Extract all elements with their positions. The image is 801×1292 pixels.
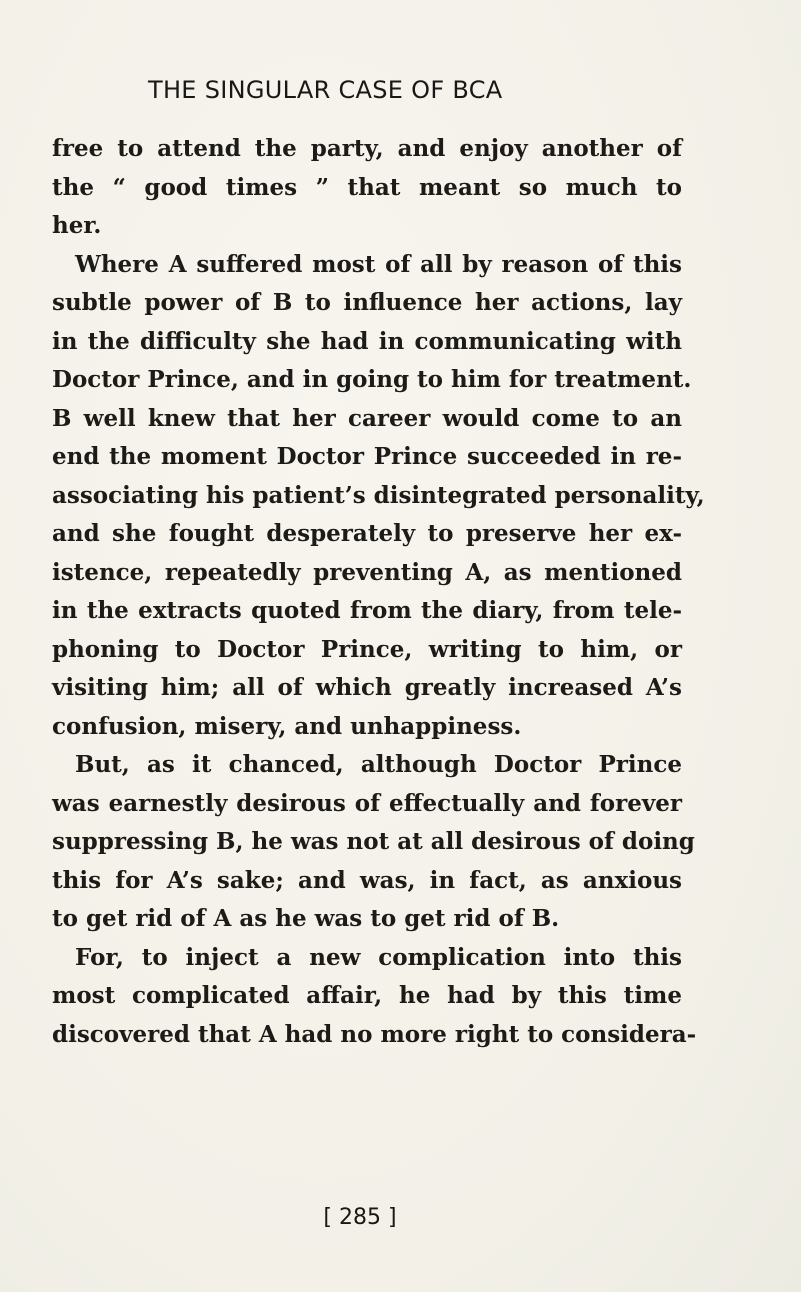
- text-line: free to attend the party, and enjoy another of: [52, 135, 682, 162]
- text-line: this for A’s sake; and was, in fact, as anxious: [52, 866, 682, 894]
- text-line: the “ good times ” that meant so much to: [52, 173, 682, 201]
- text-line: istence, repeatedly preventing A, as mentioned: [52, 558, 682, 586]
- page-number: [ 285 ]: [323, 1205, 397, 1230]
- text-line: B well knew that her career would come to an: [52, 404, 682, 432]
- body-text: [52, 130, 705, 1054]
- text-line: in the difficulty she had in communicating with: [52, 327, 682, 355]
- text-line: Doctor Prince, and in going to him for treatment.: [52, 366, 692, 393]
- text-line: and she fought desperately to preserve her ex-: [52, 520, 682, 547]
- text-line: phoning to Doctor Prince, writing to him, or: [52, 635, 682, 663]
- text-line: her.: [52, 212, 102, 239]
- text-line: end the moment Doctor Prince succeeded in re-: [52, 443, 682, 470]
- text-line: visiting him; all of which greatly increased A’s: [52, 674, 682, 701]
- text-line: in the extracts quoted from the diary, from tele-: [52, 597, 682, 624]
- text-line: But, as it chanced, although Doctor Prince: [75, 751, 682, 778]
- text-line: was earnestly desirous of effectually and forever: [52, 789, 682, 817]
- text-line: subtle power of B to influence her actions, lay: [52, 289, 682, 316]
- text-line: suppressing B, he was not at all desirous of doing: [52, 828, 695, 855]
- text-line: confusion, misery, and unhappiness.: [52, 712, 522, 740]
- text-line: most complicated affair, he had by this time: [52, 982, 682, 1009]
- text-line: associating his patient’s disintegrated personality,: [52, 481, 705, 509]
- text-line: discovered that A had no more right to considera-: [52, 1020, 697, 1048]
- text-line: to get rid of A as he was to get rid of B.: [52, 905, 560, 932]
- text-line: Where A suffered most of all by reason of this: [75, 250, 682, 278]
- text-line: For, to inject a new complication into this: [75, 943, 682, 971]
- running-head: THE SINGULAR CASE OF BCA: [148, 76, 503, 104]
